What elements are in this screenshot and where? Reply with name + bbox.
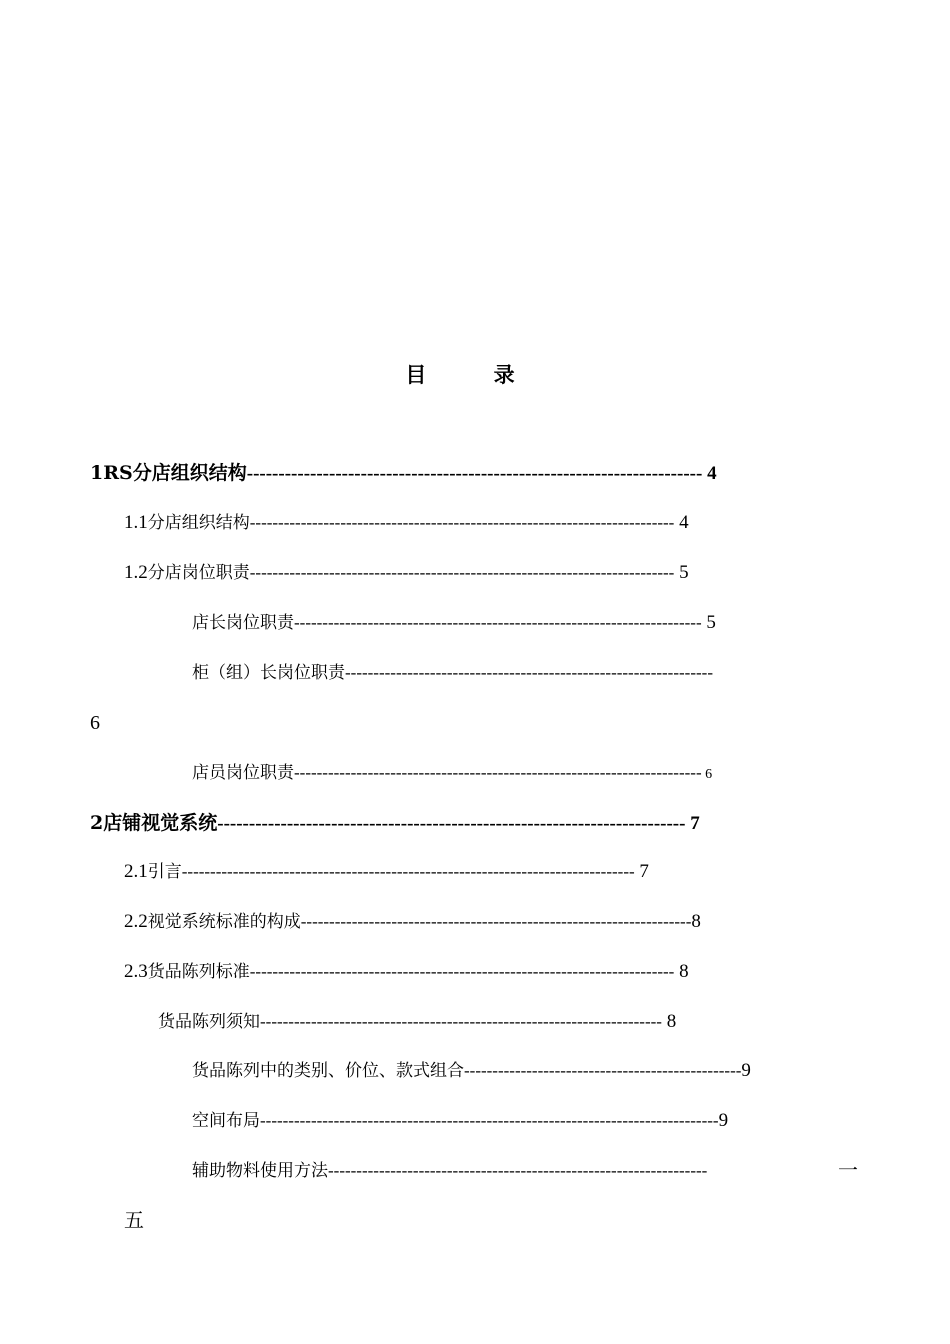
toc-entry[interactable] <box>124 907 860 937</box>
toc-entry[interactable] <box>124 957 860 987</box>
toc-entry-leader: -------------------------------------------------------------------------- <box>217 813 686 834</box>
toc-entry-number: 2.2 <box>124 911 148 932</box>
toc-entry-page: 9 <box>741 1060 751 1081</box>
toc-entry-number: 1.2 <box>124 562 148 583</box>
toc-entry-page: 4 <box>702 463 717 484</box>
toc-entry-number: 1.1 <box>124 512 148 533</box>
toc-entry-number: 2 <box>90 812 104 834</box>
toc-entry-page: 9 <box>718 1110 729 1131</box>
toc-entry-label: 柜（组）长岗位职责 <box>192 663 345 683</box>
toc-entry[interactable] <box>124 857 860 887</box>
toc-entry[interactable] <box>192 1056 860 1086</box>
toc-entry-label: 辅助物料使用方法 <box>192 1161 328 1181</box>
toc-entry-page-part2: 五 <box>124 1210 144 1232</box>
toc-entry-label: 引言 <box>147 862 182 882</box>
toc-entry[interactable] <box>192 1106 860 1136</box>
toc-entry-number: 2.3 <box>124 961 148 982</box>
toc-entry-label: RS分店组织结构 <box>103 462 247 484</box>
toc-entry-number: 1 <box>90 462 104 484</box>
toc-entry[interactable] <box>192 608 860 638</box>
toc-entry[interactable] <box>124 508 860 538</box>
toc-entry-label: 店员岗位职责 <box>192 763 294 783</box>
toc-entry-number: 2.1 <box>124 861 148 882</box>
toc-entry-page: 4 <box>674 512 689 533</box>
toc-entry-leader: --------------------------------------------------------------------------------- <box>260 1111 719 1130</box>
toc-entry-label: 货品陈列中的类别、价位、款式组合 <box>192 1061 464 1081</box>
toc-entry-page: 5 <box>701 612 716 633</box>
toc-entry[interactable] <box>158 1007 830 1037</box>
toc-entry-leader: --------------------------------------------------------------------------- <box>249 962 675 981</box>
toc-entry-leader: ----------------------------------------------------------------------- <box>260 1012 662 1031</box>
toc-entry-leader: --------------------------------------------------------------------------- <box>249 563 675 582</box>
toc-entry-label: 店铺视觉系统 <box>103 812 218 834</box>
toc-entry-page: 7 <box>685 813 700 834</box>
toc-entry-label: 货品陈列须知 <box>158 1012 260 1032</box>
toc-entry-leader: -------------------------------------------------------------------------------- <box>181 862 635 881</box>
toc-entry-leader: --------------------------------------------------------------------- <box>300 912 692 931</box>
toc-entry-label: 空间布局 <box>192 1111 260 1131</box>
toc-entry-page: 7 <box>634 861 649 882</box>
toc-entry-page: 6 <box>701 767 713 782</box>
toc-entry-label: 店长岗位职责 <box>192 613 294 633</box>
toc-entry-label: 分店组织结构 <box>147 513 250 533</box>
toc-title: 目 录 <box>405 362 545 387</box>
toc-entry-page: 8 <box>691 911 701 932</box>
toc-entry[interactable] <box>90 458 860 488</box>
toc-entry-page: 8 <box>661 1011 677 1032</box>
toc-entry[interactable] <box>124 558 860 588</box>
toc-entry[interactable] <box>90 808 860 838</box>
toc-entry-leader: ------------------------------------------------------------------------ <box>294 763 702 782</box>
toc-entry-label: 货品陈列标准 <box>147 962 250 982</box>
toc-entry-leader: ------------------------------------------------------------------------ <box>294 613 702 632</box>
toc-entry[interactable] <box>192 658 860 688</box>
toc-entry[interactable] <box>192 758 860 788</box>
toc-entry-leader: ----------------------------------------------------------------- <box>345 663 713 682</box>
toc-entry-page: 6 <box>90 712 100 734</box>
toc-entry-label: 视觉系统标准的构成 <box>147 912 301 932</box>
toc-entry-leader: ------------------------------------------------------------------------ <box>246 463 703 484</box>
toc-entry-page: 5 <box>674 562 689 583</box>
toc-entry-leader: ------------------------------------------------- <box>464 1061 742 1080</box>
toc-entry-page-part1: 一 <box>838 1160 858 1182</box>
toc-entry-label: 分店岗位职责 <box>147 563 250 583</box>
toc-entry[interactable] <box>192 1156 860 1186</box>
toc-entry-leader: ------------------------------------------------------------------- <box>328 1161 708 1180</box>
toc-entry-page: 8 <box>674 961 689 982</box>
toc-entry-leader: --------------------------------------------------------------------------- <box>249 513 675 532</box>
